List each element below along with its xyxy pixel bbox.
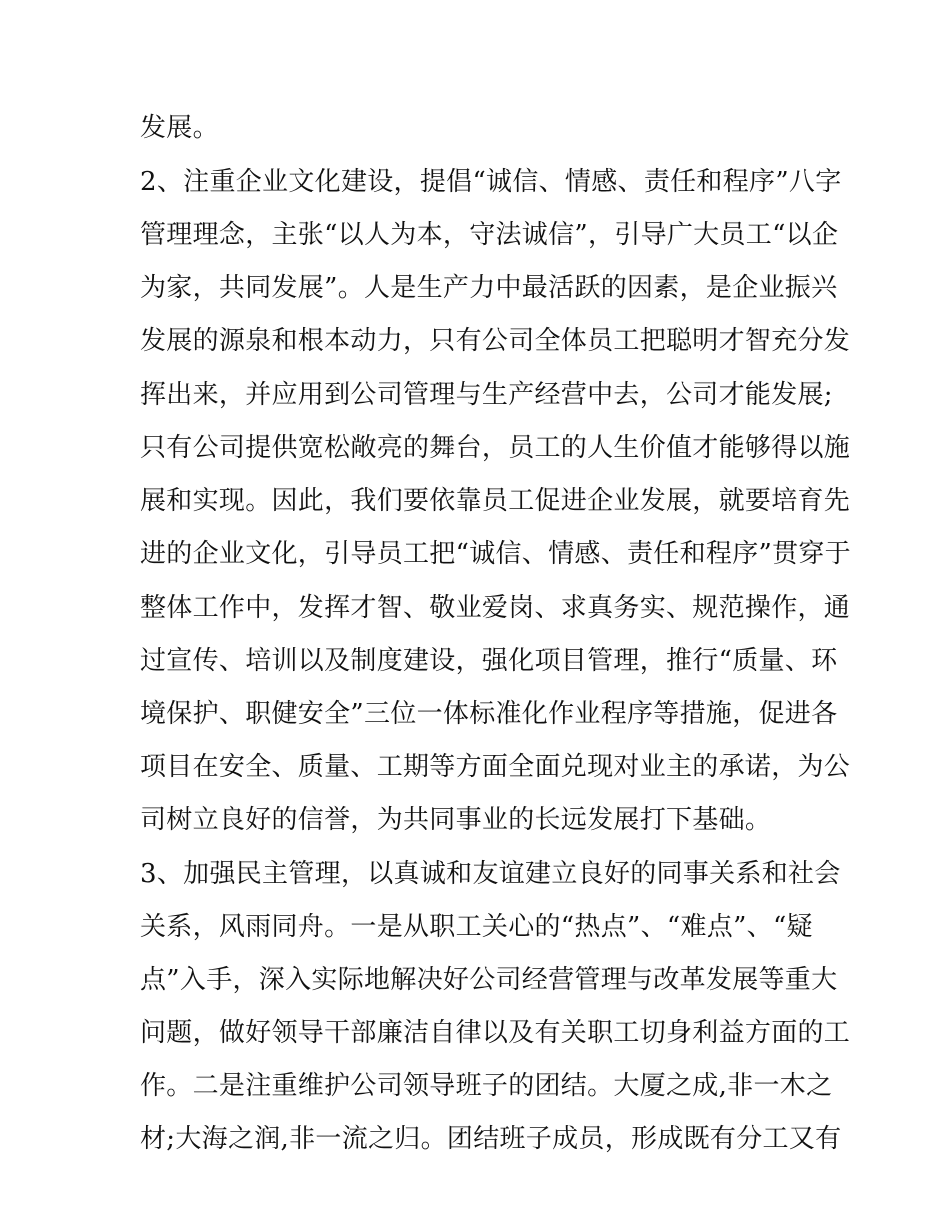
text-line: 材;大海之润,非一流之归。团结班子成员，形成既有分工又有 (140, 1124, 842, 1154)
text-line: 发展的源泉和根本动力，只有公司全体员工把聪明才智充分发 (140, 326, 851, 356)
text-line: 过宣传、培训以及制度建设，强化项目管理，推行“质量、环 (140, 646, 838, 676)
text-line: 为家，共同发展”。人是生产力中最活跃的因素，是企业振兴 (140, 273, 838, 303)
text-line: 问题，做好领导干部廉洁自律以及有关职工切身利益方面的工 (140, 1018, 851, 1048)
text-line: 管理理念，主张“以人为本，守法诚信”，引导广大员工“以企 (140, 220, 839, 250)
text-line: 关系，风雨同舟。一是从职工关心的“热点”、“难点”、“疑 (140, 912, 813, 942)
text-line: 挥出来，并应用到公司管理与生产经营中去，公司才能发展; (140, 380, 833, 410)
text-line: 作。二是注重维护公司领导班子的团结。大厦之成,非一木之 (140, 1071, 833, 1101)
text-line: 发展。 (140, 113, 219, 143)
text-line: 司树立良好的信誉，为共同事业的长远发展打下基础。 (140, 805, 772, 835)
text-line: 项目在安全、质量、工期等方面全面兑现对业主的承诺，为公 (140, 752, 851, 782)
text-line: 进的企业文化，引导员工把“诚信、情感、责任和程序”贯穿于 (140, 539, 851, 569)
text-line: 境保护、职健安全”三位一体标准化作业程序等措施，促进各 (140, 699, 838, 729)
text-line: 整体工作中，发挥才智、敬业爱岗、求真务实、规范操作，通 (140, 593, 851, 623)
text-line: 点”入手，深入实际地解决好公司经营管理与改革发展等重大 (140, 965, 838, 995)
text-line: 展和实现。因此，我们要依靠员工促进企业发展，就要培育先 (140, 486, 851, 516)
text-line: 2、注重企业文化建设，提倡“诚信、情感、责任和程序”八字 (140, 167, 842, 197)
text-line: 只有公司提供宽松敞亮的舞台，员工的人生价值才能够得以施 (140, 433, 851, 463)
text-line: 3、加强民主管理，以真诚和友谊建立良好的同事关系和社会 (140, 859, 841, 889)
